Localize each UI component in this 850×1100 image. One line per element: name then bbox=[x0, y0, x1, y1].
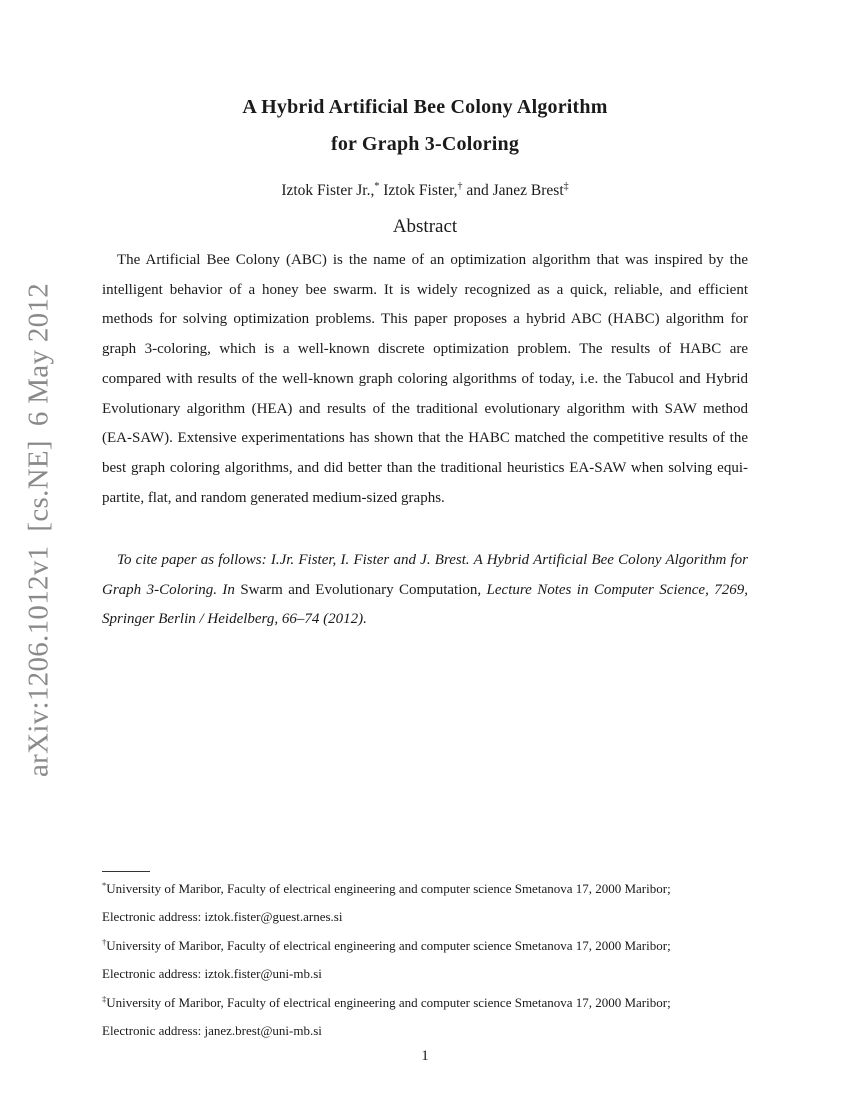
author-mark: ‡ bbox=[563, 181, 569, 192]
abstract-heading: Abstract bbox=[392, 216, 458, 237]
citation-part-1: To cite paper as follows: I.Jr. Fister, I. Fister and J. Brest. A Hybrid Artificial Bee Colony Algorithm for Graph 3-Coloring. In bbox=[102, 552, 748, 598]
affiliation-text: University of Maribor, Faculty of electrical engineering and computer science Smetanova 17, 2000 Maribor; bbox=[106, 995, 671, 1010]
arxiv-id: arXiv:1206.1012v1 bbox=[22, 545, 55, 778]
arxiv-category: [cs.NE] bbox=[22, 440, 55, 532]
arxiv-date: 6 May 2012 bbox=[22, 282, 55, 427]
footnotes bbox=[102, 874, 752, 1045]
footnote-mark: * bbox=[102, 880, 107, 890]
footnote-mark: ‡ bbox=[102, 994, 107, 1004]
author-name: Iztok Fister, bbox=[383, 182, 458, 200]
citation-note bbox=[102, 546, 748, 635]
paper-title-line-1: A Hybrid Artificial Bee Colony Algorithm bbox=[242, 96, 608, 118]
footnote-email: Electronic address: janez.brest@uni-mb.si bbox=[102, 1023, 322, 1038]
paper-title-line-2: for Graph 3-Coloring bbox=[330, 133, 520, 155]
author-name: Iztok Fister Jr., bbox=[281, 182, 375, 200]
affiliation-text: University of Maribor, Faculty of electrical engineering and computer science Smetanova 17, 2000 Maribor; bbox=[106, 881, 671, 896]
footnote-affiliation bbox=[102, 988, 752, 1010]
page-number: 1 bbox=[421, 1048, 429, 1064]
footnote-email: Electronic address: iztok.fister@uni-mb.si bbox=[102, 966, 322, 981]
footnote bbox=[102, 874, 752, 931]
footnote bbox=[102, 988, 752, 1045]
abstract-body: The Artificial Bee Colony (ABC) is the name of an optimization algorithm that was inspired by the intelligent behavior of a honey bee swarm. It is widely recognized as a quick, reliable, and efficient methods for solving optimization problems. This paper proposes a hybrid ABC (HABC) algorithm for graph 3-coloring, which is a well-known discrete optimization problem. The results of HABC are compared with results of the well-known graph coloring algorithms of today, i.e. the Tabucol and Hybrid Evolutionary algorithm (HEA) and results of the traditional evolutionary algorithm with SAW method (EA-SAW). Extensive experimentations has shown that the HABC matched the competitive results of the best graph coloring algorithms, and did better than the traditional heuristics EA-SAW when solving equi-partite, flat, and random generated medium-sized graphs. bbox=[102, 252, 748, 506]
author-mark: * bbox=[374, 181, 380, 192]
affiliation-text: University of Maribor, Faculty of electrical engineering and computer science Smetanova 17, 2000 Maribor; bbox=[106, 938, 671, 953]
author-mark: † bbox=[457, 181, 463, 192]
citation-part-2: Swarm and Evolutionary Computation, bbox=[234, 581, 487, 598]
citation-part-3: Lecture Notes in Computer Science, 7269, Springer Berlin / Heidelberg, 66–74 (2012). bbox=[102, 581, 749, 628]
arxiv-stamp bbox=[23, 283, 56, 777]
footnote-affiliation bbox=[102, 931, 752, 953]
footnote-affiliation bbox=[102, 874, 752, 896]
footnote bbox=[102, 931, 752, 988]
footnote-email: Electronic address: iztok.fister@guest.arnes.si bbox=[102, 909, 343, 924]
footnote-mark: † bbox=[102, 937, 107, 947]
author-name: and Janez Brest bbox=[466, 182, 564, 200]
footnote-divider bbox=[102, 871, 150, 872]
author-list bbox=[0, 181, 850, 200]
